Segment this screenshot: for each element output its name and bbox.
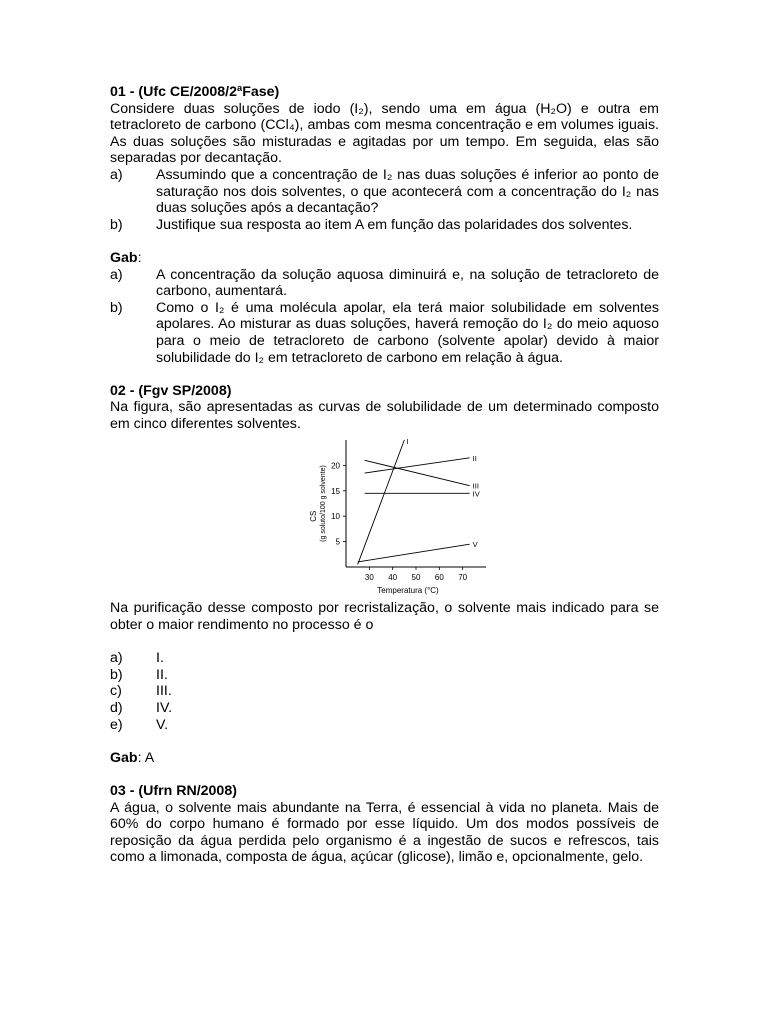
q1-item-a-label: a) bbox=[110, 166, 123, 183]
y-tick-label: 20 bbox=[331, 461, 340, 471]
document-page bbox=[110, 84, 659, 866]
y-axis-subtitle: (g soluto/100 g solvente) bbox=[320, 465, 327, 543]
q2-option bbox=[110, 683, 659, 700]
q2-question: Na purificação desse composto por recristalização, o solvente mais indicado para se obter o maior rendimento no processo é o bbox=[110, 600, 659, 634]
q2-gab-answer: : A bbox=[137, 749, 155, 766]
q1-gab-a bbox=[110, 267, 659, 300]
q2-option-label: e) bbox=[110, 716, 123, 733]
q3-title: 03 - (Ufrn RN/2008) bbox=[110, 783, 237, 799]
x-tick-label: 30 bbox=[364, 573, 374, 583]
q2-intro: Na figura, são apresentadas as curvas de solubilidade de um determinado composto em cinco diferentes solventes. bbox=[110, 399, 659, 432]
series-line-V bbox=[358, 545, 470, 563]
q1-gab bbox=[110, 250, 659, 267]
q2-option bbox=[110, 700, 659, 717]
series-line-II bbox=[365, 458, 470, 473]
solubility-chart-svg bbox=[296, 432, 496, 598]
y-tick-label: 10 bbox=[331, 512, 340, 522]
y-axis-title: CS bbox=[309, 511, 318, 523]
q2-option-text: I. bbox=[156, 650, 164, 667]
q2-option bbox=[110, 717, 659, 734]
series-line-I bbox=[358, 440, 405, 564]
q2-option-label: d) bbox=[110, 700, 123, 717]
x-tick-label: 60 bbox=[434, 573, 444, 583]
q2-option-label: c) bbox=[110, 683, 122, 700]
series-label-I: I bbox=[406, 437, 409, 447]
x-tick-label: 70 bbox=[458, 573, 468, 583]
series-label-IV: IV bbox=[472, 489, 480, 499]
q1-item-b bbox=[110, 217, 659, 234]
q1-gab-label: Gab bbox=[110, 249, 138, 266]
q2-option-text: II. bbox=[156, 666, 168, 683]
q1-item-b-label: b) bbox=[110, 216, 123, 233]
q2-option-text: IV. bbox=[156, 700, 173, 717]
q2-option bbox=[110, 650, 659, 667]
x-axis-title: Temperatura (°C) bbox=[377, 586, 439, 596]
q2-option-text: V. bbox=[156, 716, 169, 733]
q3-intro: A água, o solvente mais abundante na Terra, é essencial à vida no planeta. Mais de 60% do corpo humano é formado por esse líquido. Um dos modos possíveis de reposição da água perdida pelo organismo é a ingestão de sucos e refrescos, tais como a limonada, composta de água, açúcar (glicose), limão e, opcionalmente, gelo. bbox=[110, 799, 659, 866]
x-tick-label: 50 bbox=[411, 573, 421, 583]
series-label-III: III bbox=[472, 482, 479, 492]
q2-options bbox=[110, 650, 659, 733]
q1-item-a bbox=[110, 167, 659, 217]
q2-title: 02 - (Fgv SP/2008) bbox=[110, 382, 232, 399]
q2-gab-label: Gab bbox=[110, 749, 138, 766]
q1-gab-a-text: A concentração da solução aquosa diminuirá e, na solução de tetracloreto de carbono, aumentará. bbox=[156, 266, 659, 300]
series-label-V: V bbox=[472, 540, 478, 550]
q1-gab-sep: : bbox=[137, 249, 142, 266]
q1-title: 01 - (Ufc CE/2008/2ªFase) bbox=[110, 84, 280, 100]
q1-gab-b-label: b) bbox=[110, 299, 123, 316]
q2-gab bbox=[110, 750, 659, 767]
q1-gab-b bbox=[110, 300, 659, 366]
x-tick-label: 40 bbox=[388, 573, 398, 583]
y-tick-label: 15 bbox=[331, 487, 340, 497]
y-tick-label: 5 bbox=[335, 538, 340, 548]
q1-intro: Considere duas soluções de iodo (I₂), sendo uma em água (H₂O) e outra em tetracloreto de carbono (CCl₄), ambas com mesma concentração e em volumes iguais. As duas soluções são misturadas e agitadas por um tempo. Em seguida, elas são separadas por decantação. bbox=[110, 100, 659, 167]
series-line-III bbox=[365, 461, 470, 486]
q1-gab-a-label: a) bbox=[110, 266, 123, 283]
q2-option-label: a) bbox=[110, 650, 123, 667]
series-label-II: II bbox=[472, 454, 477, 464]
q1-item-a-text: Assumindo que a concentração de I₂ nas duas soluções é inferior ao ponto de saturação nos dois solventes, o que acontecerá com a concentração do I₂ nas duas soluções após a decantação? bbox=[156, 166, 659, 217]
q2-option bbox=[110, 667, 659, 684]
solubility-chart bbox=[110, 432, 659, 600]
q2-option-text: III. bbox=[156, 683, 172, 700]
q1-item-b-text: Justifique sua resposta ao item A em função das polaridades dos solventes. bbox=[156, 216, 633, 233]
q2-option-label: b) bbox=[110, 666, 123, 683]
q1-gab-b-text: Como o I₂ é uma molécula apolar, ela terá maior solubilidade em solventes apolares. Ao misturar as duas soluções, haverá remoção do I₂ do meio aquoso para o meio de tetracloreto de carbono (solvente apolar) devido à maior solubilidade do I₂ em tetracloreto de carbono em relação à água. bbox=[156, 299, 659, 366]
